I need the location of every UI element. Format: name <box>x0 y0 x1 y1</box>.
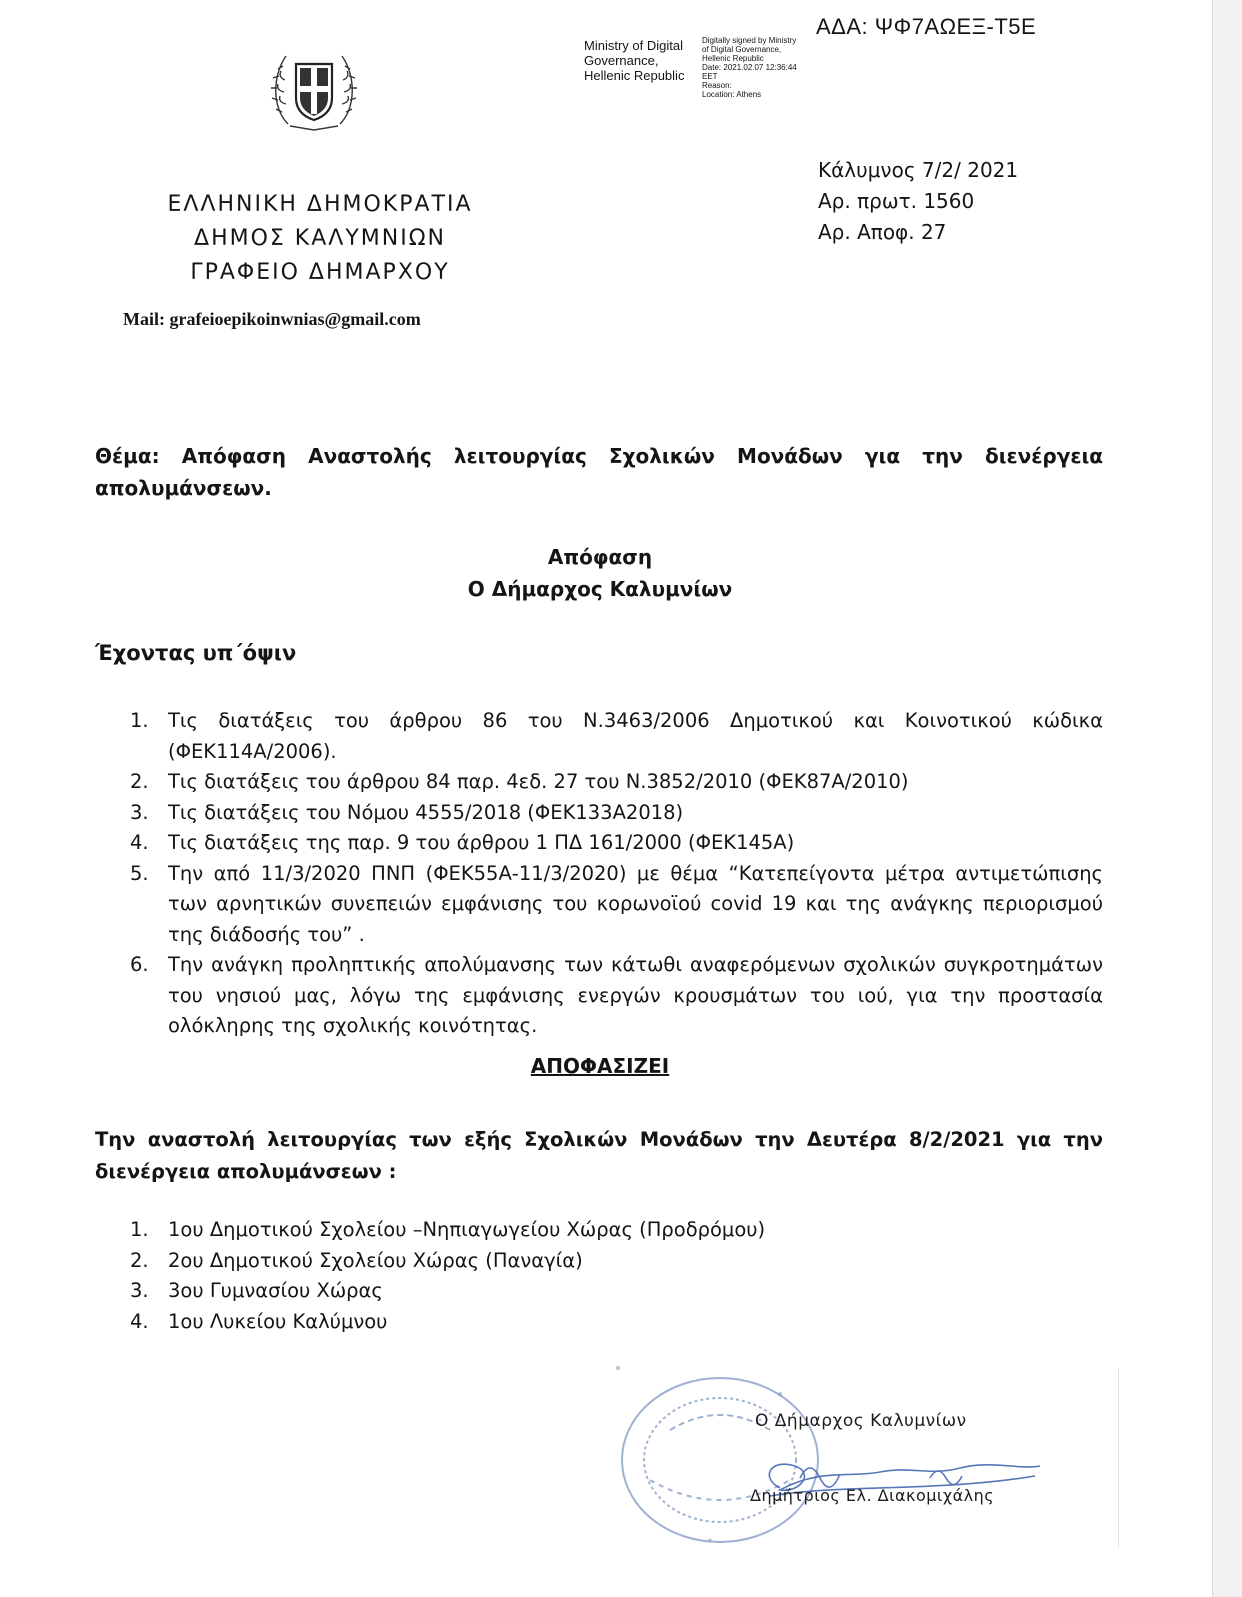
list-number: 1. <box>130 709 149 732</box>
reference-block <box>818 155 1018 248</box>
list-text: 2ου Δημοτικού Σχολείου Χώρας (Παναγία) <box>168 1248 583 1272</box>
decision-heading-line: Ο Δήμαρχος Καλυμνίων <box>467 577 733 601</box>
list-item <box>130 828 1103 859</box>
list-number: 5. <box>130 861 149 885</box>
list-text: 1ου Λυκείου Καλύμνου <box>168 1309 388 1333</box>
list-number: 3. <box>130 1279 149 1302</box>
decides-body: Την αναστολή λειτουργίας των εξής Σχολικών Μονάδων την Δευτέρα 8/2/2021 για την διενέργεια απολυμάνσεων : <box>95 1128 1103 1183</box>
signature-issuer-line: Governance, <box>584 53 659 68</box>
considerations-list <box>130 706 1103 1042</box>
list-number: 4. <box>130 1309 149 1333</box>
list-item <box>130 859 1103 951</box>
list-number: 6. <box>130 953 149 976</box>
header-country: ΕΛΛΗΝΙΚΗ ΔΗΜΟΚΡΑΤΙΑ <box>167 192 473 217</box>
decides-heading: ΑΠΟΦΑΣΙΖΕΙ <box>530 1054 670 1078</box>
signature-issuer-line: Hellenic Republic <box>584 68 685 83</box>
contact-email: Mail: grafeioepikoinwnias@gmail.com <box>123 309 421 329</box>
schools-list <box>130 1215 930 1337</box>
considering-heading: Έχοντας υπ΄όψιν <box>95 641 297 665</box>
list-number: 3. <box>130 800 149 824</box>
list-text: Τις διατάξεις του άρθρου 86 του Ν.3463/2006 Δημοτικού και Κοινοτικού κώδικα (ΦΕΚ114Α/2006). <box>168 709 1103 763</box>
list-item <box>130 1215 930 1246</box>
ada-code: ΑΔΑ: ΨΦ7ΑΩΕΞ-Τ5Ε <box>816 14 1037 39</box>
list-item <box>130 1246 930 1277</box>
protocol-number: Αρ. πρωτ. 1560 <box>818 189 975 213</box>
header-office: ΓΡΑΦΕΙΟ ΔΗΜΑΡΧΟΥ <box>190 260 450 285</box>
signature-detail-line: Location: Athens <box>702 90 762 99</box>
decision-number: Αρ. Αποφ. 27 <box>818 220 947 244</box>
list-item <box>130 706 1103 767</box>
list-number: 2. <box>130 770 149 793</box>
list-item <box>130 1307 930 1338</box>
decision-heading-line: Απόφαση <box>547 545 653 569</box>
signature-detail-line: EET <box>702 72 718 81</box>
digital-signature-issuer <box>584 38 696 83</box>
divider <box>1118 1368 1119 1548</box>
subject-line: Θέμα: Απόφαση Αναστολής λειτουργίας Σχολικών Μονάδων για την διενέργεια απολυμάνσεων. <box>95 444 1103 500</box>
list-text: 3ου Γυμνασίου Χώρας <box>168 1279 383 1302</box>
signature-detail-line: of Digital Governance, <box>702 45 782 54</box>
signature-detail-line: Reason: <box>702 81 732 90</box>
signature-detail-line: Digitally signed by Ministry <box>702 36 797 45</box>
list-number: 4. <box>130 831 149 854</box>
greek-coat-of-arms-icon <box>268 42 360 134</box>
signer-title: Ο Δήμαρχος Καλυμνίων <box>755 1411 967 1431</box>
list-item <box>130 767 1103 798</box>
list-text: 1ου Δημοτικού Σχολείου –Νηπιαγωγείου Χώρας (Προδρόμου) <box>168 1218 766 1241</box>
issuer-header <box>120 188 520 290</box>
list-text: Τις διατάξεις του άρθρου 84 παρ. 4εδ. 27 του Ν.3852/2010 (ΦΕΚ87Α/2010) <box>168 770 909 793</box>
list-number: 1. <box>130 1218 149 1241</box>
list-number: 2. <box>130 1248 149 1272</box>
place-date: Κάλυμνος 7/2/ 2021 <box>818 158 1019 182</box>
list-text: Τις διατάξεις του Νόμου 4555/2018 (ΦΕΚ133Α2018) <box>168 800 684 824</box>
signature-detail-line: Date: 2021.02.07 12:36:44 <box>702 63 797 72</box>
list-item <box>130 1276 930 1307</box>
list-text: Τις διατάξεις της παρ. 9 του άρθρου 1 ΠΔ 161/2000 (ΦΕΚ145Α) <box>168 831 795 854</box>
header-municipality: ΔΗΜΟΣ ΚΑΛΥΜΝΙΩΝ <box>194 226 446 251</box>
list-text: Την από 11/3/2020 ΠΝΠ (ΦΕΚ55Α-11/3/2020) με θέμα “Κατεπείγοντα μέτρα αντιμετώπισης των αρνητικών συνεπειών εμφάνισης του κορωνοϊού covid 19 και της ανάγκης περιορισμού της διάδοσής του” . <box>168 861 1103 946</box>
digital-signature-details <box>702 36 822 99</box>
list-item <box>130 950 1103 1042</box>
page-edge <box>1212 0 1242 1597</box>
signature-issuer-line: Ministry of Digital <box>584 38 683 53</box>
list-text: Την ανάγκη προληπτικής απολύμανσης των κάτωθι αναφερόμενων σχολικών συγκροτημάτων του νησιού μας, λόγω της εμφάνισης ενεργών κρουσμάτων του ιού, για την προστασία ολόκληρης της σχολικής κοινότητας. <box>168 953 1103 1037</box>
list-item <box>130 798 1103 829</box>
decision-heading <box>395 541 805 605</box>
signer-name: Δημήτριος Ελ. Διακομιχάλης <box>750 1486 995 1505</box>
signature-detail-line: Hellenic Republic <box>702 54 764 63</box>
